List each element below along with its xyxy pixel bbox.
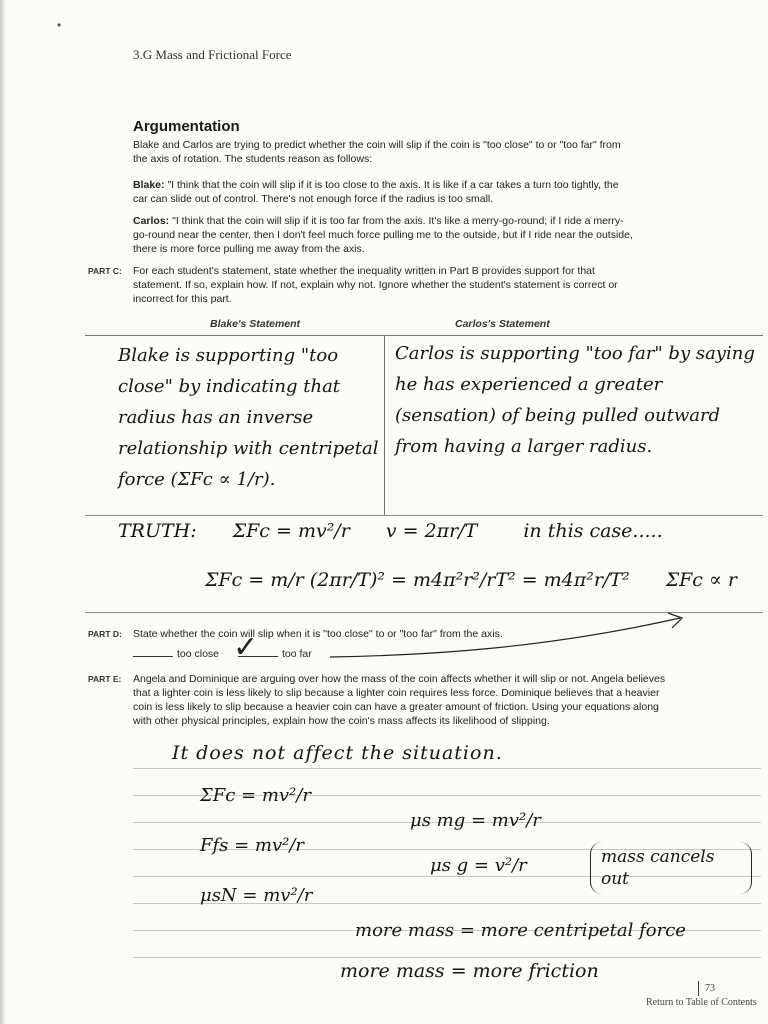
truth-derivation: ΣFc = m/r (2πr/T)² = m4π²r²/rT² = m4π²r/T² [205, 569, 630, 591]
option-too-far-label: too far [282, 648, 312, 660]
carlos-column-header: Carlos's Statement [455, 318, 550, 330]
eq-centripetal: ΣFc = mv²/r [200, 785, 311, 806]
carlos-label: Carlos: [133, 215, 170, 227]
part-e-label: PART E: [88, 674, 122, 684]
truth-eq-velocity: v = 2πr/T [385, 520, 478, 542]
truth-conclusion: ΣFc ∝ r [665, 569, 737, 591]
part-e-answer: It does not affect the situation. [172, 742, 503, 764]
scan-mark: • [57, 18, 62, 32]
checkmark-icon: ✓ [233, 630, 259, 665]
mass-cancels-note: mass cancels out [590, 842, 752, 894]
part-c-text: For each student's statement, state whether the inequality written in Part B provides support for that statement. If so, explain how. If not, explain why not. Ignore whether the student's statement is correct or incorrect for this part. [133, 265, 618, 305]
eq-mu-g: μs g = v²/r [430, 855, 527, 876]
page-header: 3.G Mass and Frictional Force [133, 47, 292, 62]
blake-label: Blake: [133, 179, 165, 191]
carlos-text: "I think that the coin will slip if it is too far from the axis. It's like a merry-go-round; if I ride a merry-go-round near the center, then I don't feel much force pulling me to the outside, but if I ride near the outside, there is more force pulling me away from the axis. [133, 215, 633, 255]
blake-column-header: Blake's Statement [210, 318, 301, 330]
handwritten-carlos-answer: Carlos is supporting "too far" by saying he has experienced a greater (sensation) of being pulled outward from having a larger radius. [395, 343, 755, 457]
eq-friction: Ffs = mv²/r [200, 835, 305, 856]
argumentation-intro: Blake and Carlos are trying to predict whether the coin will slip if the coin is "too close" to or "too far" from the axis of rotation. The students reason as follows: [133, 139, 621, 165]
part-d-label: PART D: [88, 629, 122, 639]
blake-text: "I think that the coin will slip if it is too close to the axis. It is like if a car takes a turn too tightly, the car can slide out of control. There's not enough force if the radius is too small. [133, 179, 619, 205]
argumentation-heading: Argumentation [133, 118, 240, 135]
answer-line [133, 957, 761, 958]
part-e-text: Angela and Dominique are arguing over how the mass of the coin affects whether it will slip or not. Angela believes that a lighter coin is less likely to slip because a lighter coin requires less force. Dominique believes that a heavier coin is less likely to slip because a heavier coin can have a greater amount of friction. Using your equations along with other physical principles, explain how the coin's mass affects its likelihood of slipping. [133, 673, 666, 727]
eq-normal: μsN = mv²/r [200, 885, 313, 906]
page-number: 73 [705, 983, 715, 994]
truth-label: TRUTH: [118, 520, 197, 542]
truth-in-this-case: in this case..... [523, 520, 663, 542]
handwritten-blake-answer: Blake is supporting "too close" by indicating that radius has an inverse relationship with centripetal force (ΣFc ∝ 1/r). [118, 345, 379, 490]
more-mass-centripetal: more mass = more centripetal force [355, 920, 686, 941]
option-too-close-label: too close [177, 648, 220, 660]
part-c-label: PART C: [88, 266, 122, 276]
truth-eq-force: ΣFc = mv²/r [232, 520, 350, 542]
footer-divider [698, 981, 699, 996]
eq-mu-mg: μs mg = mv²/r [410, 810, 541, 831]
answer-line [133, 768, 761, 769]
more-mass-friction: more mass = more friction [340, 960, 599, 982]
table-of-contents-link[interactable]: Return to Table of Contents [646, 997, 757, 1008]
part-d-text: State whether the coin will slip when it is "too close" to or "too far" from the axis. [133, 628, 503, 640]
